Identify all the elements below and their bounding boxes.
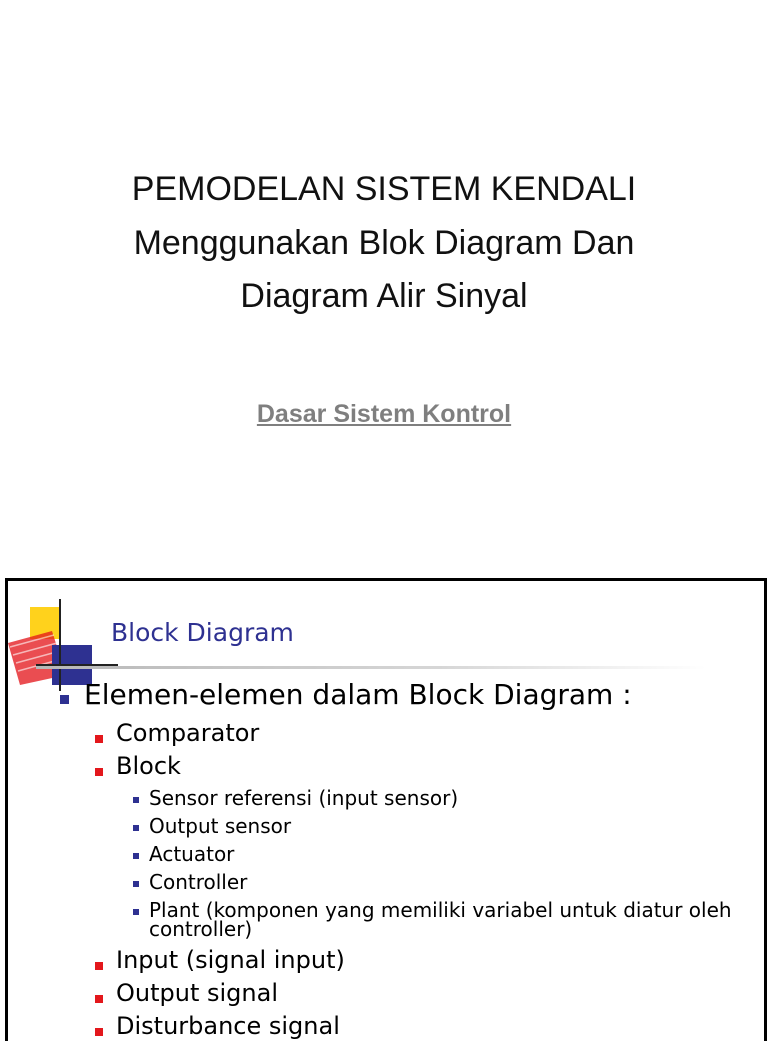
list-item-label: Disturbance signal [116,1012,340,1040]
title-line-3: Diagram Alir Sinyal [240,277,528,315]
list-item-label: Block [116,752,181,780]
list-item-label: Comparator [116,719,260,747]
list-item-label: Elemen-elemen dalam Block Diagram : [84,678,632,711]
sub-list-item-label: Controller [149,870,248,894]
content-slide [5,578,767,1041]
title-line-2: Menggunakan Blok Diagram Dan [133,224,635,262]
title-line-1: PEMODELAN SISTEM KENDALI [131,170,637,208]
square-bullet-icon [95,768,103,776]
square-bullet-icon [95,962,103,970]
slide-heading: Block Diagram [111,618,294,647]
sub-list-item-label: Output sensor [149,814,292,838]
sub-list-item-label: Plant (komponen yang memiliki variabel untuk diatur oleh [149,898,732,922]
square-bullet-icon [95,1028,103,1036]
slide-decoration-icon [8,581,118,691]
square-bullet-icon [133,797,139,803]
square-bullet-icon [133,853,139,859]
square-bullet-icon [60,695,69,704]
list-item-label: Input (signal input) [116,946,345,974]
square-bullet-icon [133,825,139,831]
square-bullet-icon [95,995,103,1003]
heading-divider [36,666,706,669]
square-bullet-icon [95,735,103,743]
square-bullet-icon [133,881,139,887]
sub-list-item-label: controller) [149,917,253,941]
square-bullet-icon [133,909,139,915]
sub-list-item-label: Actuator [149,842,235,866]
sub-list-item-label: Sensor referensi (input sensor) [149,786,459,810]
list-item-label: Output signal [116,979,278,1007]
subtitle-link[interactable]: Dasar Sistem Kontrol [256,400,512,428]
